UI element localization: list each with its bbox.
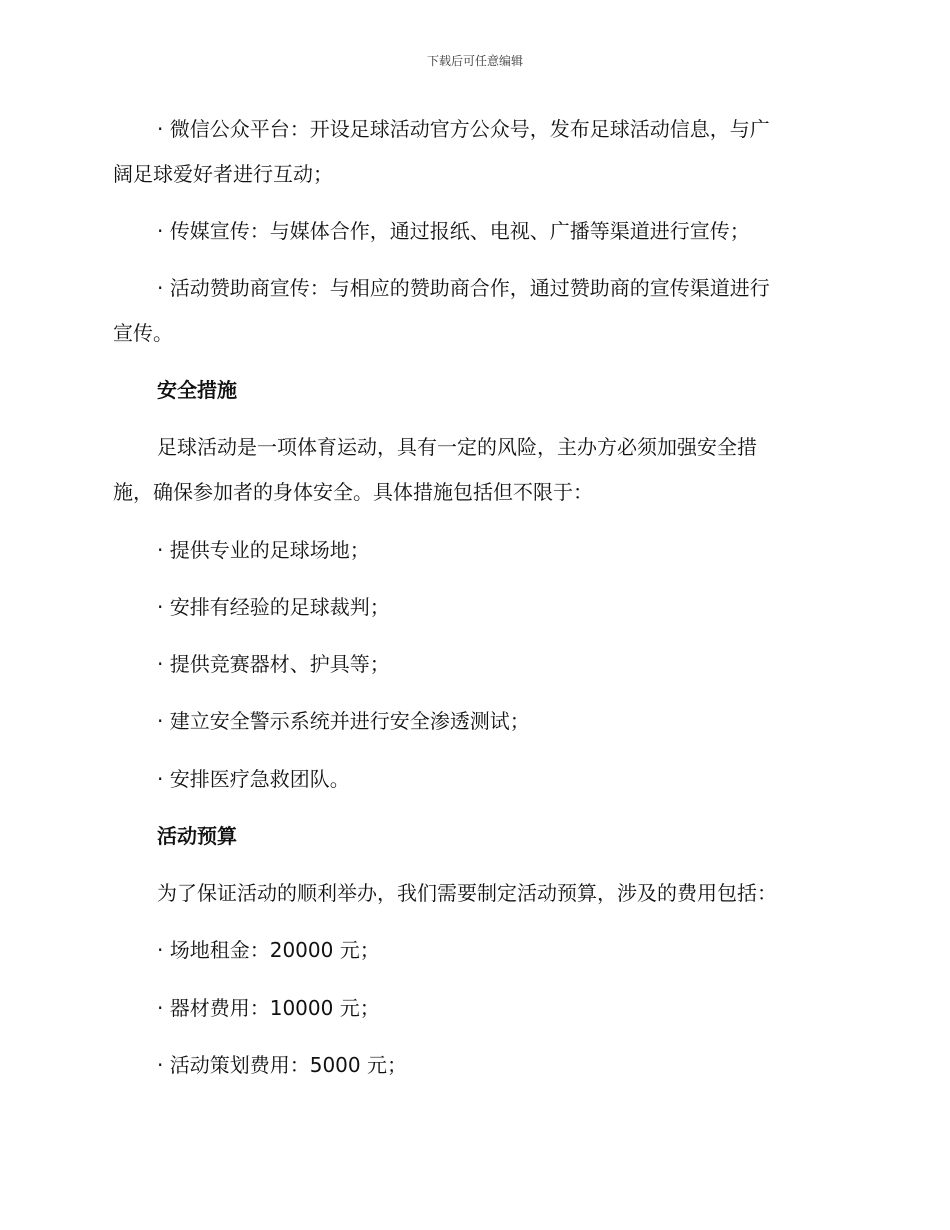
bullet-sponsor-line-2: 宣传。: [113, 321, 173, 345]
page-header: 下载后可任意编辑: [426, 54, 523, 68]
safety-paragraph-line-2: 施，确保参加者的身体安全。具体措施包括但不限于：: [113, 480, 593, 504]
budget-paragraph: 为了保证活动的顺利举办，我们需要制定活动预算，涉及的费用包括：: [157, 881, 777, 905]
bullet-sponsor-line-1: · 活动赞助商宣传：与相应的赞助商合作，通过赞助商的宣传渠道进行: [157, 276, 770, 300]
bullet-equipment: · 提供竞赛器材、护具等；: [157, 652, 390, 676]
bullet-field: · 提供专业的足球场地；: [157, 538, 370, 562]
bullet-planning-cost: · 活动策划费用：5000 元；: [157, 1053, 407, 1077]
section-heading-budget: 活动预算: [157, 824, 237, 848]
bullet-equipment-cost: · 器材费用：10000 元；: [157, 996, 380, 1020]
bullet-medical: · 安排医疗急救团队。: [157, 767, 350, 791]
section-heading-safety: 安全措施: [157, 378, 237, 402]
bullet-wechat-line-2: 阔足球爱好者进行互动；: [113, 162, 333, 186]
bullet-media: · 传媒宣传：与媒体合作，通过报纸、电视、广播等渠道进行宣传；: [157, 219, 750, 243]
bullet-warning-system: · 建立安全警示系统并进行安全渗透测试；: [157, 709, 530, 733]
safety-paragraph-line-1: 足球活动是一项体育运动，具有一定的风险，主办方必须加强安全措: [157, 435, 757, 459]
bullet-referee: · 安排有经验的足球裁判；: [157, 595, 390, 619]
bullet-wechat-line-1: · 微信公众平台：开设足球活动官方公众号，发布足球活动信息，与广: [157, 117, 770, 141]
bullet-venue-rent: · 场地租金：20000 元；: [157, 938, 380, 962]
